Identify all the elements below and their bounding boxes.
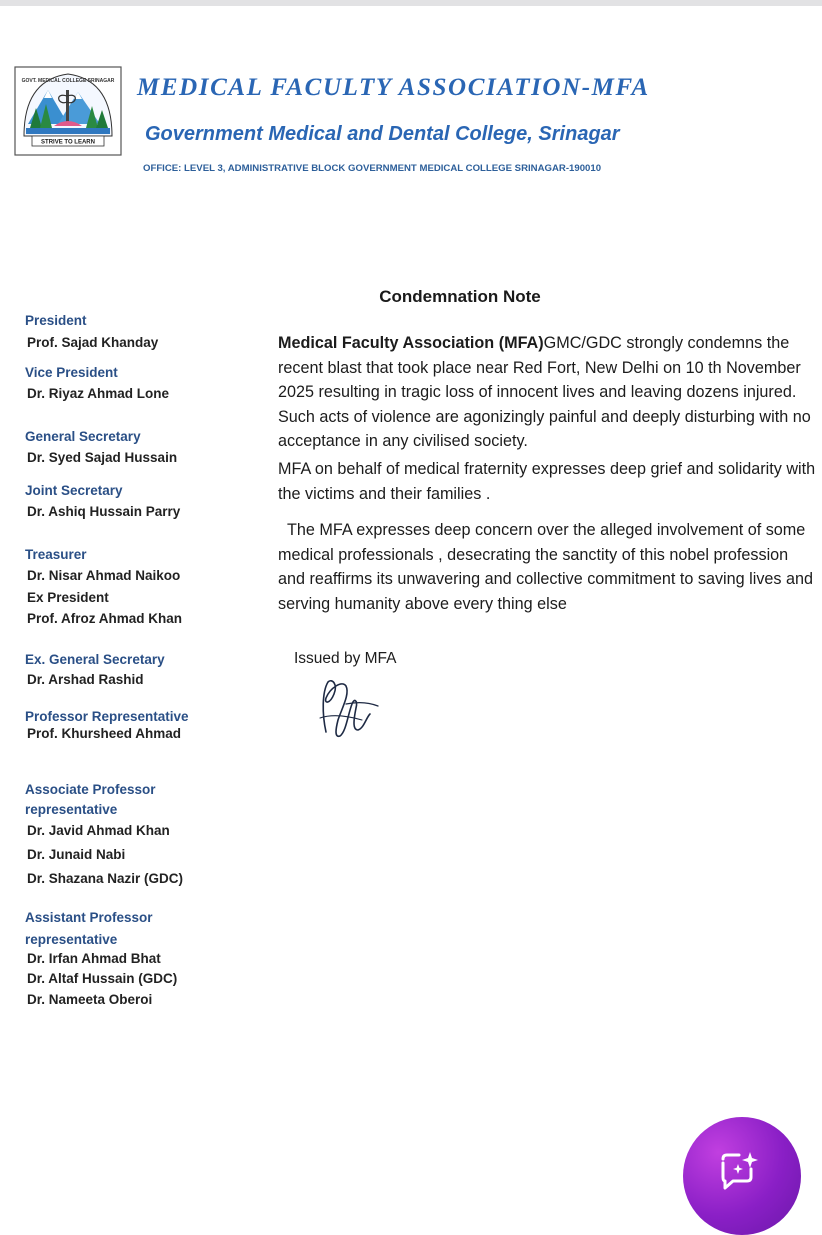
organization-subtitle: Government Medical and Dental College, Srinagar [145,123,620,145]
person-associate-rep-2: Dr. Junaid Nabi [27,847,126,862]
ai-assistant-button[interactable] [683,1117,801,1235]
role-vice-president: Vice President [25,365,118,380]
role-associate-representative: representative [25,802,118,817]
person-ex-president: Prof. Afroz Ahmad Khan [27,611,182,626]
paragraph-condemnation-text: GMC/GDC strongly condemns the recent blast that took place near Red Fort, New Delhi on 10 th November 2025 resulting in tragic loss of innocent lives and leaving dozens injured. Such acts of violence are agonizingly painful and deeply disturbing with no acceptance in any civilised society. [278,334,811,450]
issued-by: Issued by MFA [294,650,397,667]
person-associate-rep-3: Dr. Shazana Nazir (GDC) [27,871,184,886]
person-treasurer: Dr. Nisar Ahmad Naikoo [27,568,181,583]
person-president: Prof. Sajad Khanday [27,335,159,350]
note-title: Condemnation Note [379,287,541,306]
person-professor-representative: Prof. Khursheed Ahmad [27,726,182,741]
person-assistant-rep-1: Dr. Irfan Ahmad Bhat [27,951,161,966]
role-assistant-professor: Assistant Professor [25,910,153,925]
office-address: OFFICE: LEVEL 3, ADMINISTRATIVE BLOCK GOVERNMENT MEDICAL COLLEGE SRINAGAR-190010 [143,163,602,174]
paragraph-concern: The MFA expresses deep concern over the alleged involvement of some medical professionals , desecrating the sanctity of this nobel profession and reaffirms its unwavering and collective commitment to saving lives and serving humanity above every thing else [278,521,814,613]
top-band [0,0,822,6]
logo-caption: STRIVE TO LEARN [41,139,95,146]
role-general-secretary: General Secretary [25,429,141,444]
person-assistant-rep-3: Dr. Nameeta Oberoi [27,992,153,1007]
college-logo [14,66,122,156]
role-treasurer: Treasurer [25,547,87,562]
paragraph-solidarity: MFA on behalf of medical fraternity expresses deep grief and solidarity with the victims and their families . [278,460,816,503]
role-ex-general-secretary: Ex. General Secretary [25,652,165,667]
sparkle-chat-icon [717,1149,761,1193]
role-professor-representative: Professor Representative [25,709,189,724]
person-joint-secretary: Dr. Ashiq Hussain Parry [27,504,181,519]
role-ex-president: Ex President [27,590,109,605]
role-joint-secretary: Joint Secretary [25,483,123,498]
role-president: President [25,313,87,328]
organization-title: MEDICAL FACULTY ASSOCIATION-MFA [137,74,650,101]
role-associate-professor: Associate Professor [25,782,156,797]
logo-seal-text: GOVT. MEDICAL COLLEGE SRINAGAR [21,78,115,84]
paragraph-lead-bold: Medical Faculty Association (MFA) [278,334,544,352]
person-assistant-rep-2: Dr. Altaf Hussain (GDC) [27,971,178,986]
role-assistant-representative: representative [25,932,118,947]
person-associate-rep-1: Dr. Javid Ahmad Khan [27,823,170,838]
person-general-secretary: Dr. Syed Sajad Hussain [27,450,178,465]
signature [312,674,382,746]
paragraph-condemnation [278,331,818,454]
person-vice-president: Dr. Riyaz Ahmad Lone [27,386,170,401]
person-ex-general-secretary: Dr. Arshad Rashid [27,672,144,687]
